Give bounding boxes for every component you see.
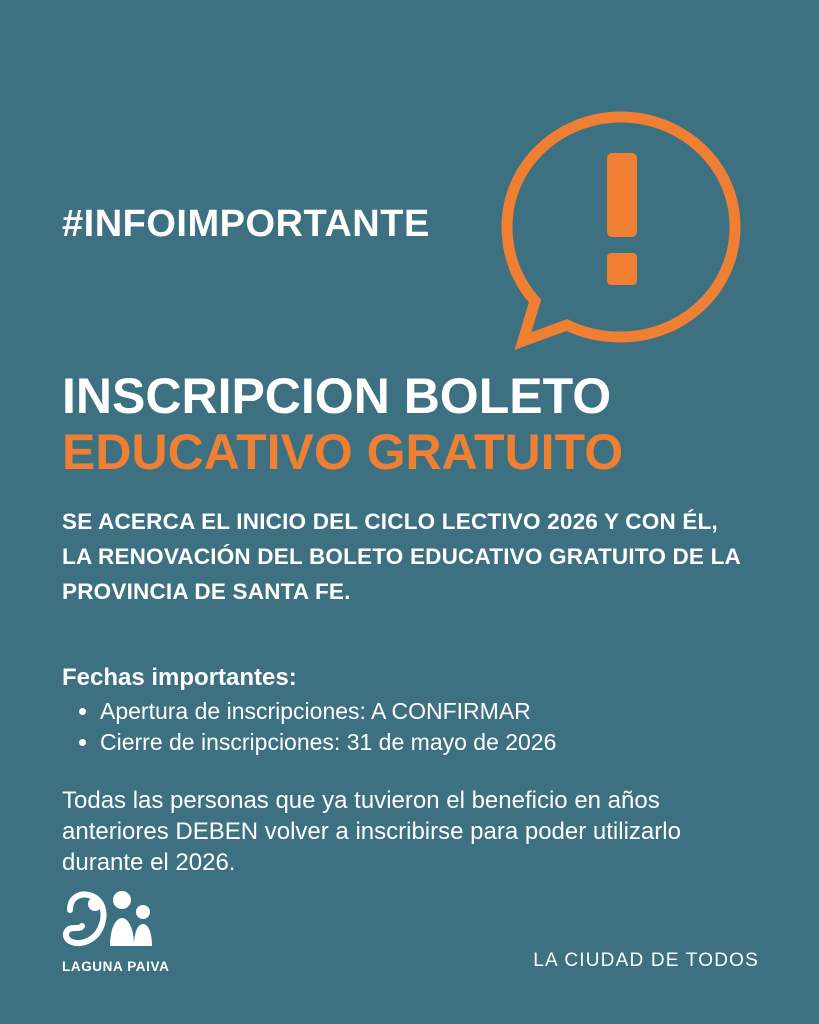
headline-line-1: INSCRIPCION BOLETO bbox=[62, 368, 612, 424]
page-title bbox=[62, 368, 762, 480]
dates-list bbox=[62, 696, 556, 758]
note-paragraph: Todas las personas que ya tuvieron el beneficio en años anteriores DEBEN volver a inscribirse para poder utilizarlo durante el 2026. bbox=[62, 787, 681, 876]
tagline: LA CIUDAD DE TODOS bbox=[533, 950, 759, 971]
list-item: • Cierre de inscripciones: 31 de mayo de 2026 bbox=[100, 727, 556, 758]
logo bbox=[62, 890, 182, 980]
hashtag-label: #INFOIMPORTANTE bbox=[62, 203, 430, 245]
list-item: • Apertura de inscripciones: A CONFIRMAR bbox=[100, 696, 556, 727]
headline-line-2: EDUCATIVO GRATUITO bbox=[62, 424, 624, 480]
logo-text: LAGUNA PAIVA bbox=[62, 959, 170, 974]
exclamation-speech-bubble-icon bbox=[497, 105, 747, 355]
dates-section-title: Fechas importantes: bbox=[62, 664, 297, 691]
family-figures-icon bbox=[62, 890, 157, 952]
lead-paragraph: SE ACERCA EL INICIO DEL CICLO LECTIVO 2026 Y CON ÉL, LA RENOVACIÓN DEL BOLETO EDUCATIVO GRATUITO DE LA PROVINCIA DE SANTA FE. bbox=[62, 509, 741, 604]
